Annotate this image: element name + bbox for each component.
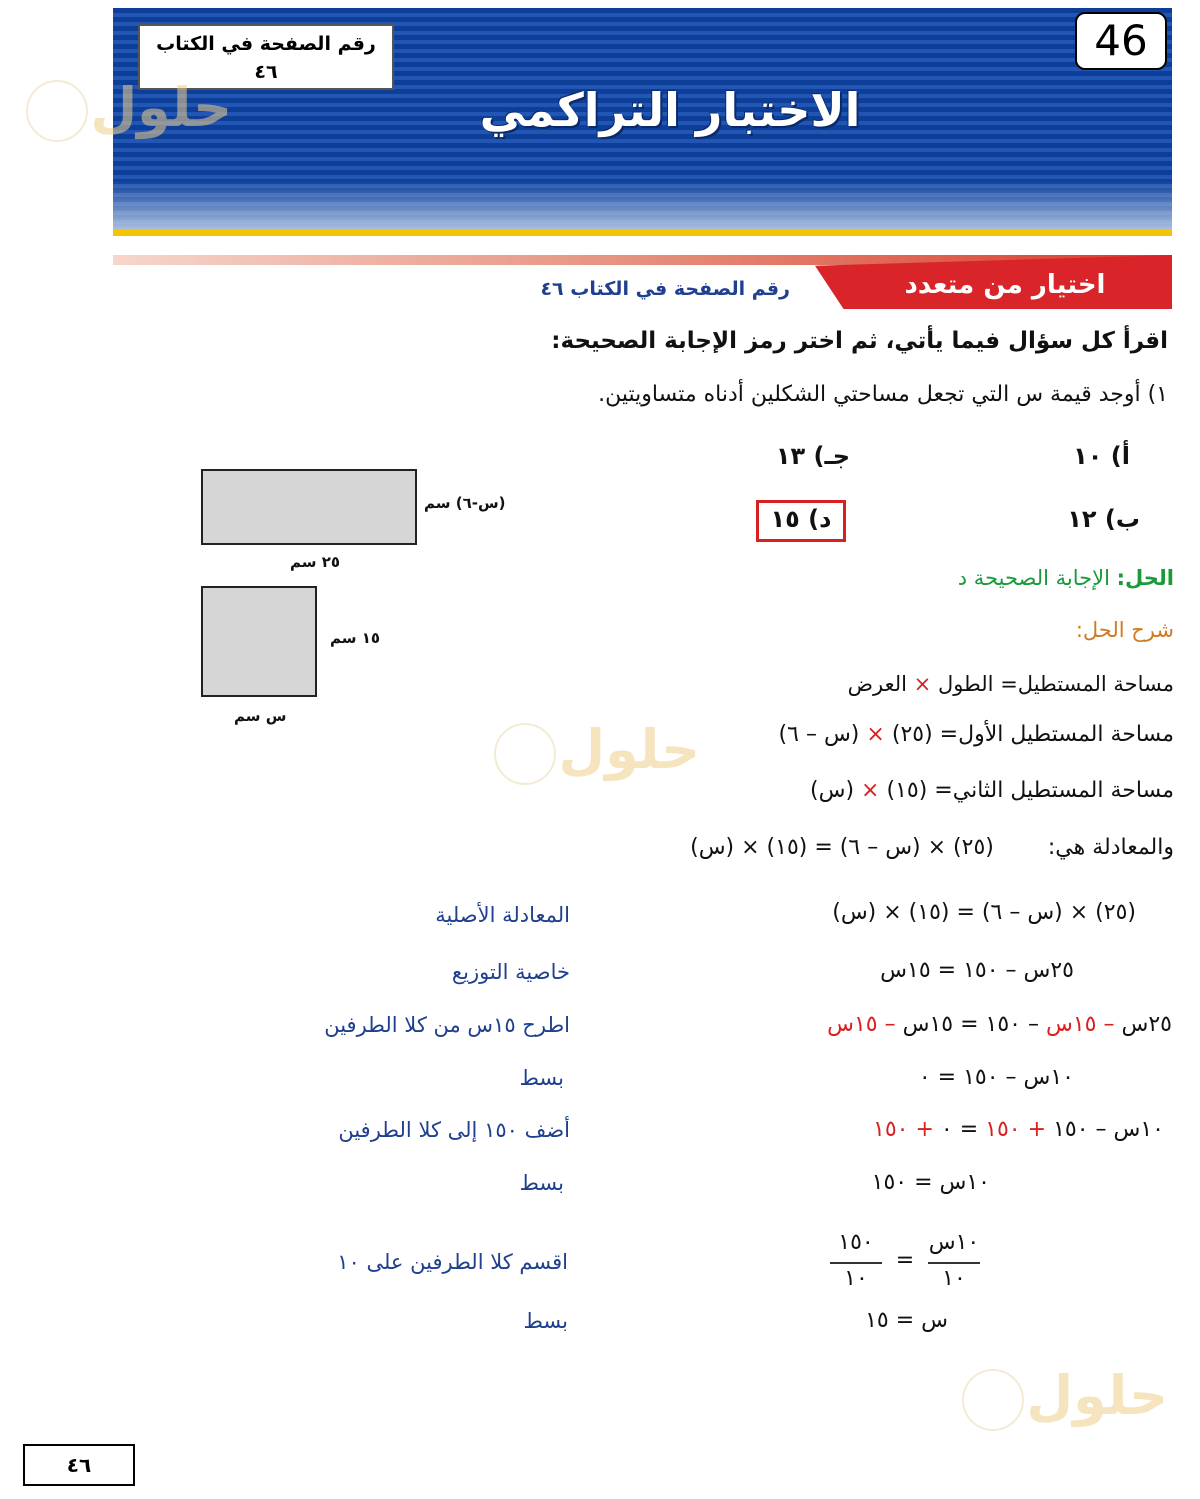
section-book-ref: رقم الصفحة في الكتاب ٤٦: [540, 278, 790, 300]
step-4-note: بسط: [519, 1066, 564, 1090]
step-5-equation: [704, 1117, 1164, 1142]
area-formula: [574, 672, 1174, 696]
book-page-ref-number: ٤٦: [254, 61, 278, 83]
fraction-left-numerator: ١٠س: [928, 1230, 980, 1255]
rectangle-1: [201, 469, 417, 545]
area-formula-right: العرض: [847, 672, 907, 696]
watermark-text: حلول: [558, 718, 700, 781]
fraction-right-numerator: ١٥٠: [838, 1230, 874, 1255]
solution-line: [774, 566, 1174, 590]
option-d[interactable]: د) ١٥: [770, 505, 832, 533]
step-3-term-b: – ١٥س: [1046, 1012, 1115, 1037]
fraction-bar: [830, 1262, 882, 1264]
equation-statement: [554, 835, 1174, 860]
step-3-term-a: ٢٥س: [1121, 1012, 1172, 1037]
equation-text: (٢٥) × (س – ٦) = (١٥) × (س): [690, 835, 994, 860]
watermark-logo: [22, 78, 232, 142]
option-a[interactable]: أ) ١٠: [1073, 442, 1130, 470]
solution-answer-text: الإجابة الصحيحة د: [957, 566, 1110, 590]
question-text: ١) أوجد قيمة س التي تجعل مساحتي الشكلين أدناه متساويتين.: [598, 382, 1168, 407]
times-symbol: ×: [866, 722, 885, 747]
step-4-equation: ١٠س – ١٥٠ = ٠: [918, 1065, 1074, 1090]
step-8-note: بسط: [523, 1309, 568, 1333]
area-formula-left: مساحة المستطيل= الطول: [937, 672, 1174, 696]
step-1-note: المعادلة الأصلية: [435, 903, 570, 927]
step-3-equation: [692, 1012, 1172, 1037]
step-5-term-b: + ١٥٠: [985, 1117, 1047, 1142]
watermark-book-icon: [26, 80, 88, 142]
rectangle-1-height-label: (س-٦) سم: [424, 494, 506, 512]
step-3-term-c: – ١٥٠ = ١٥س: [902, 1012, 1039, 1037]
step-2-equation: ٢٥س – ١٥٠ = ١٥س: [880, 958, 1074, 983]
equation-label: والمعادلة هي:: [1047, 835, 1174, 860]
rectangle-2-height-label: ١٥ سم: [330, 629, 381, 647]
section-label: اختيار من متعدد: [904, 270, 1106, 300]
area-rect-1-left: مساحة المستطيل الأول= (٢٥): [891, 722, 1174, 747]
explanation-label: شرح الحل:: [1075, 618, 1174, 642]
step-8-equation: س = ١٥: [865, 1308, 948, 1333]
step-3-term-d: – ١٥س: [827, 1012, 896, 1037]
step-5-term-d: + ١٥٠: [873, 1117, 934, 1142]
area-rect-2-right: (س): [810, 778, 855, 803]
watermark-text: حلول: [90, 76, 232, 139]
step-7-note: اقسم كلا الطرفين على ١٠: [337, 1250, 568, 1274]
times-symbol: ×: [861, 778, 880, 803]
step-5-term-a: ١٠س – ١٥٠: [1053, 1117, 1164, 1142]
rectangle-2-width-label: س سم: [234, 707, 287, 725]
step-5-note: أضف ١٥٠ إلى كلا الطرفين: [338, 1118, 570, 1142]
watermark-text: حلول: [1026, 1364, 1168, 1427]
footer-page-number: ٤٦: [23, 1444, 135, 1486]
step-6-equation: ١٠س = ١٥٠: [871, 1170, 990, 1195]
solution-label: الحل:: [1116, 566, 1174, 590]
rectangle-1-width-label: ٢٥ سم: [290, 553, 341, 571]
option-c[interactable]: جـ) ١٣: [775, 442, 850, 470]
area-rect-2-left: مساحة المستطيل الثاني= (١٥): [886, 778, 1174, 803]
watermark-book-icon: [494, 723, 556, 785]
step-2-note: خاصية التوزيع: [451, 960, 570, 984]
step-3-note: اطرح ١٥س من كلا الطرفين: [324, 1013, 570, 1037]
instructions: اقرأ كل سؤال فيما يأتي، ثم اختر رمز الإجابة الصحيحة:: [551, 328, 1168, 354]
step-6-note: بسط: [519, 1171, 564, 1195]
area-rect-1-right: (س – ٦): [778, 722, 860, 747]
page-title: الاختبار التراكمي: [479, 83, 861, 137]
times-symbol: ×: [913, 672, 932, 696]
option-b[interactable]: ب) ١٢: [1067, 505, 1140, 533]
watermark-logo: [492, 720, 702, 784]
banner-fade: [113, 180, 1172, 230]
step-5-term-c: = ٠: [940, 1117, 979, 1142]
fraction-right-denominator: ١٠: [844, 1266, 868, 1291]
step-1-equation: (٢٥) × (س – ٦) = (١٥) × (س): [832, 900, 1136, 925]
rectangle-2: [201, 586, 317, 697]
fraction-equals: =: [895, 1248, 915, 1273]
watermark-book-icon: [962, 1369, 1024, 1431]
fraction-left-denominator: ١٠: [942, 1266, 966, 1291]
page-number-badge: 46: [1075, 12, 1167, 70]
step-7-fraction-equation: [828, 1230, 988, 1294]
book-page-ref-label: رقم الصفحة في الكتاب: [156, 33, 376, 55]
fraction-bar: [928, 1262, 980, 1264]
watermark-logo: [960, 1366, 1170, 1430]
